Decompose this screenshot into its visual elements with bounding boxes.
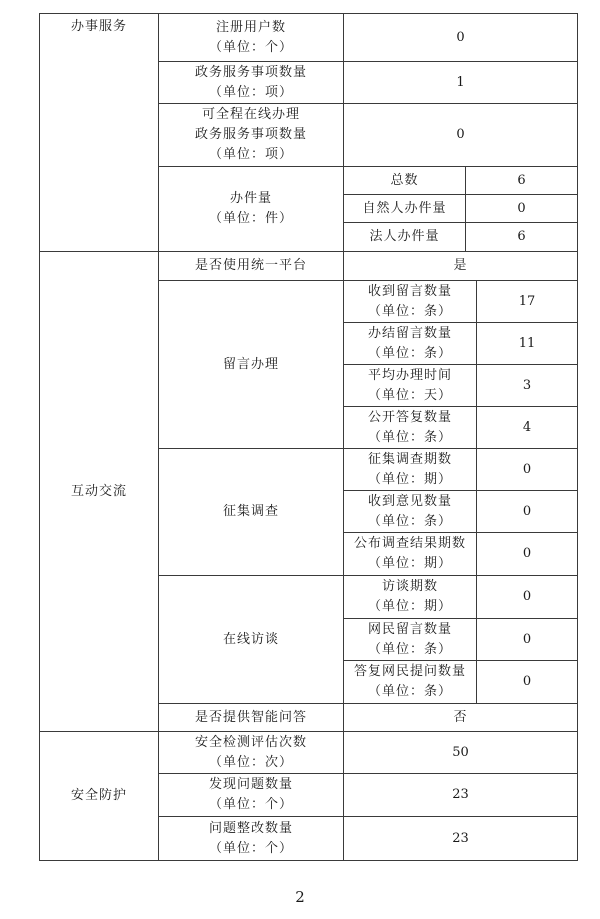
unified-platform-value: 是 xyxy=(453,258,468,273)
handled-label: 办件量 （单位：件） xyxy=(208,191,293,226)
messages-received-value: 17 xyxy=(518,293,536,309)
evaluations-value: 50 xyxy=(452,744,469,760)
messages-avg-time-value: 3 xyxy=(522,377,532,393)
survey-periods-value: 0 xyxy=(522,461,532,477)
survey-results-label: 公布调查结果期数 （单位：期） xyxy=(353,536,466,571)
service-items-value: 1 xyxy=(456,74,465,90)
messages-public-replies-label: 公开答复数量 （单位：条） xyxy=(367,409,452,445)
messages-completed-label: 办结留言数量 （单位：条） xyxy=(367,325,452,361)
service-items-label: 政务服务事项数量 （单位：项） xyxy=(194,64,307,100)
messages-group-label: 留言办理 xyxy=(222,356,279,372)
smart-qa-label: 是否提供智能问答 xyxy=(194,709,307,725)
messages-avg-time-label: 平均办理时间 （单位：天） xyxy=(367,367,452,403)
interview-periods-label: 访谈期数 （单位：期） xyxy=(367,579,452,614)
messages-received-label: 收到留言数量 （单位：条） xyxy=(367,283,452,319)
registered-users-value: 0 xyxy=(456,29,465,45)
handled-total-value: 6 xyxy=(517,172,526,188)
messages-public-replies-value: 4 xyxy=(522,419,532,435)
unified-platform-label: 是否使用统一平台 xyxy=(194,258,307,273)
issues-found-label: 发现问题数量 （单位：个） xyxy=(208,777,293,812)
survey-results-value: 0 xyxy=(522,546,532,561)
smart-qa-value: 否 xyxy=(453,709,468,725)
category-interaction xyxy=(40,252,158,731)
table-right-border xyxy=(577,13,578,861)
interview-group-label: 在线访谈 xyxy=(222,631,279,647)
page-number: 2 xyxy=(295,888,305,906)
issues-fixed-value: 23 xyxy=(452,830,469,846)
handled-natural-value: 0 xyxy=(517,200,526,216)
messages-completed-value: 11 xyxy=(518,335,536,351)
online-items-value: 0 xyxy=(456,127,465,142)
issues-fixed-label: 问题整改数量 （单位：个） xyxy=(208,820,293,856)
issues-found-value: 23 xyxy=(452,787,469,802)
survey-group-label: 征集调查 xyxy=(222,504,279,519)
table-bottom-border xyxy=(39,860,578,861)
online-items-label: 可全程在线办理 政务服务事项数量 （单位：项） xyxy=(194,107,307,162)
handled-legal-label: 法人办件量 xyxy=(369,229,440,244)
interview-periods-value: 0 xyxy=(522,589,532,604)
interview-messages-value: 0 xyxy=(522,631,532,647)
registered-users-label: 注册用户数 （单位：个） xyxy=(208,19,293,55)
category-security xyxy=(40,732,158,860)
category-label: 安全防护 xyxy=(70,788,127,803)
handled-total-label: 总数 xyxy=(390,172,419,188)
handled-legal-value: 6 xyxy=(517,229,526,244)
interview-answers-value: 0 xyxy=(522,674,532,689)
category-label: 办事服务 xyxy=(70,19,127,34)
survey-periods-label: 征集调查期数 （单位：期） xyxy=(367,451,452,487)
survey-opinions-label: 收到意见数量 （单位：条） xyxy=(367,493,452,529)
interview-answers-label: 答复网民提问数量 （单位：条） xyxy=(353,664,466,699)
handled-natural-label: 自然人办件量 xyxy=(362,200,447,216)
interview-messages-label: 网民留言数量 （单位：条） xyxy=(367,621,452,657)
category-service xyxy=(40,13,158,255)
survey-opinions-value: 0 xyxy=(522,503,532,519)
evaluations-label: 安全检测评估次数 （单位：次） xyxy=(194,734,307,770)
category-label: 互动交流 xyxy=(70,483,127,499)
